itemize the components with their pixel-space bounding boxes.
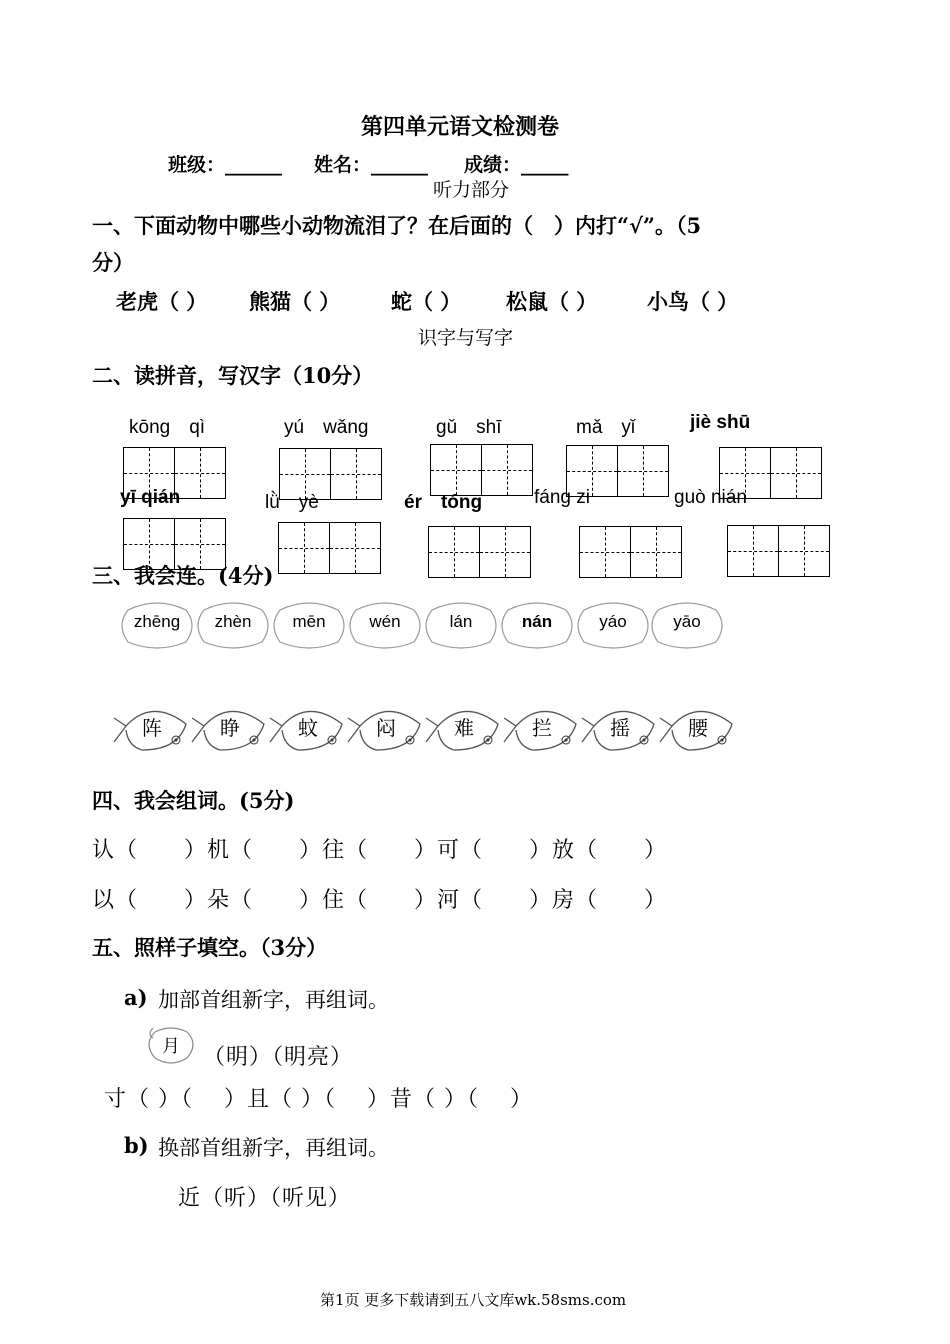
- pinyin-label: gǔ shī: [436, 417, 502, 438]
- animal-item: 蛇（ ）: [391, 289, 462, 314]
- question-5: 五、照样子填空。（3分）: [92, 935, 328, 960]
- apple-pinyin[interactable]: zhēng: [120, 600, 194, 650]
- writing-grid[interactable]: [428, 526, 529, 578]
- fish-character[interactable]: 闷: [346, 700, 426, 758]
- pinyin-label: fáng zi: [534, 487, 590, 508]
- animal-item: 小鸟（ ）: [647, 289, 739, 314]
- word-row[interactable]: 以（ ）朵（ ）住（ ）河（ ）房（ ）: [92, 888, 668, 913]
- pinyin-label: ɡuò nián: [674, 487, 747, 508]
- apple-pinyin[interactable]: nán: [500, 600, 574, 650]
- page-footer: 第1页 更多下载请到五八文库wk.58sms.com: [320, 1291, 627, 1309]
- fish-character[interactable]: 睁: [190, 700, 270, 758]
- apple-pinyin[interactable]: yáo: [576, 600, 650, 650]
- instruction-text: 加部首组新字，再组词。: [158, 988, 389, 1012]
- pinyin-label: ér tóng: [404, 492, 483, 513]
- question-1-cont: 分）: [92, 250, 134, 275]
- item-marker: b): [124, 1133, 149, 1158]
- class-field: 班级：______: [168, 154, 283, 176]
- animal-item: 松鼠（ ）: [506, 289, 598, 314]
- apple-pinyin[interactable]: wén: [348, 600, 422, 650]
- apple-pinyin[interactable]: lán: [424, 600, 498, 650]
- animal-item: 老虎（ ）: [116, 289, 208, 314]
- score-field: 成绩：_____: [464, 154, 569, 176]
- fish-character[interactable]: 难: [424, 700, 504, 758]
- item-marker: a): [124, 985, 148, 1010]
- apple-pinyin[interactable]: mēn: [272, 600, 346, 650]
- literacy-heading: 识字与写字: [418, 327, 514, 349]
- fill-row[interactable]: 寸（ ）（ ）且（ ）（ ）昔（ ）（ ）: [104, 1087, 533, 1112]
- question-1: 一、下面动物中哪些小动物流泪了？在后面的（ ）内打“√”。（5: [92, 213, 702, 238]
- writing-grid[interactable]: [278, 522, 379, 574]
- example-answer: 近（听）（听见）: [178, 1186, 352, 1211]
- listening-heading: 听力部分: [433, 179, 510, 201]
- pinyin-label: yī qián: [120, 487, 181, 508]
- pinyin-label: jiè shū: [690, 412, 751, 433]
- page-title: 第四单元语文检测卷: [361, 114, 560, 140]
- fish-character[interactable]: 蚊: [268, 700, 348, 758]
- pinyin-label: mǎ yǐ: [576, 417, 636, 438]
- fish-character[interactable]: 摇: [580, 700, 660, 758]
- pinyin-label: yú wǎng: [284, 417, 369, 438]
- animal-item: 熊猫（ ）: [249, 289, 341, 314]
- question-2: 二、读拼音，写汉字（10分）: [92, 363, 374, 388]
- example-answer: （明）（明亮）: [203, 1045, 354, 1070]
- fish-character[interactable]: 阵: [112, 700, 192, 758]
- apple-pinyin[interactable]: zhèn: [196, 600, 270, 650]
- question-4: 四、我会组词。(5分): [92, 788, 295, 813]
- example-apple: 月: [143, 1024, 199, 1066]
- name-field: 姓名：______: [314, 154, 429, 176]
- writing-grid[interactable]: [727, 525, 828, 577]
- fish-character[interactable]: 腰: [658, 700, 738, 758]
- apple-pinyin[interactable]: yāo: [650, 600, 724, 650]
- fish-character[interactable]: 拦: [502, 700, 582, 758]
- instruction-text: 换部首组新字，再组词。: [158, 1136, 389, 1160]
- pinyin-label: lǜ yè: [265, 492, 319, 513]
- pinyin-label: kōng qì: [129, 417, 206, 438]
- question-3: 三、我会连。(4分): [92, 563, 274, 588]
- word-row[interactable]: 认（ ）机（ ）往（ ）可（ ）放（ ）: [92, 838, 668, 863]
- writing-grid[interactable]: [579, 526, 680, 578]
